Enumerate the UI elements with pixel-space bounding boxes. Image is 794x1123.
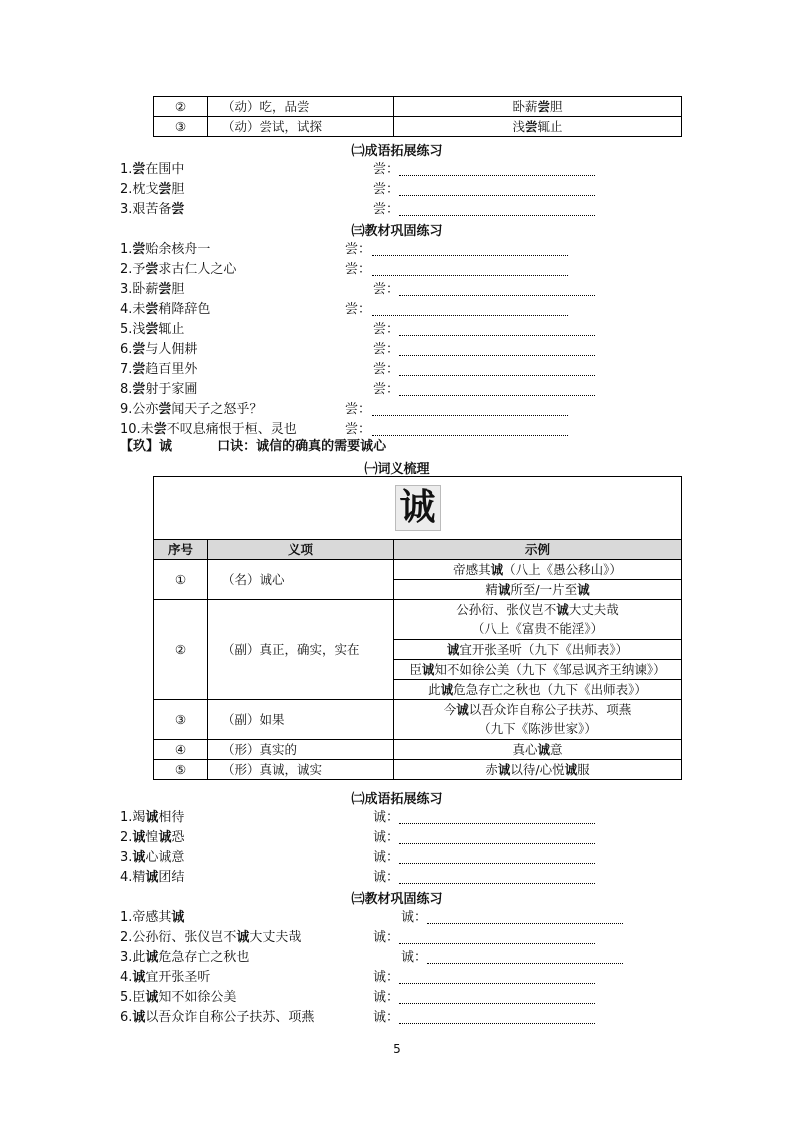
answer-label: 尝： <box>373 382 400 397</box>
header-row <box>154 540 682 560</box>
exercise-item: 1.尝在围中 <box>120 162 185 177</box>
answer-blank[interactable] <box>399 1023 595 1024</box>
key-character: 诚 <box>556 601 569 617</box>
answer-label: 诚： <box>373 870 400 885</box>
exercise-item: 2.诚惶诚恐 <box>120 830 185 845</box>
section-heading-idiom-1: ㈡成语拓展练习 <box>351 144 443 159</box>
answer-blank[interactable] <box>399 175 595 176</box>
answer-blank[interactable] <box>399 983 595 984</box>
exercise-item: 10.未尝不叹息痛恨于桓、灵也 <box>120 422 297 437</box>
answer-blank[interactable] <box>399 943 595 944</box>
sense-example: 赤诚以待/心悦诚服 <box>394 760 682 780</box>
exercise-item: 6.尝与人佣耕 <box>120 342 198 357</box>
sense-number: ③ <box>154 117 208 137</box>
answer-label: 诚： <box>401 950 428 965</box>
key-character: 诚 <box>132 1010 146 1025</box>
key-character: 尝 <box>158 402 172 417</box>
sense-number: ③ <box>154 700 208 740</box>
table-row <box>154 97 682 117</box>
key-character: 诚 <box>145 870 159 885</box>
answer-blank[interactable] <box>399 1003 595 1004</box>
exercise-item: 2.予尝求古仁人之心 <box>120 262 237 277</box>
table-row <box>154 117 682 137</box>
sense-meaning: （副）真正，确实，实在 <box>208 600 394 700</box>
table-row <box>154 700 682 720</box>
exercise-item: 4.未尝稍降辞色 <box>120 302 211 317</box>
key-character: 诚 <box>564 761 578 777</box>
sense-example: 臣诚知不如徐公美（九下《邹忌讽齐王纳谏》） <box>394 660 682 680</box>
answer-blank[interactable] <box>372 315 568 316</box>
answer-label: 尝： <box>373 202 400 217</box>
sense-example: （八上《富贵不能淫》） <box>394 620 682 640</box>
answer-label: 尝： <box>373 362 400 377</box>
answer-label: 尝： <box>345 302 372 317</box>
table-row <box>154 560 682 580</box>
exercise-item: 6.诚以吾众诈自称公子扶苏、项燕 <box>120 1010 315 1025</box>
answer-blank[interactable] <box>399 823 595 824</box>
sense-number: ④ <box>154 740 208 760</box>
header-number: 序号 <box>154 540 208 560</box>
sense-example: 精诚所至/一片至诚 <box>394 580 682 600</box>
character-display: 诚 <box>395 485 441 531</box>
key-character: 诚 <box>145 950 159 965</box>
answer-blank[interactable] <box>399 863 595 864</box>
sense-meaning: （形）真实的 <box>208 740 394 760</box>
key-character: 诚 <box>446 641 460 657</box>
answer-blank[interactable] <box>372 415 568 416</box>
key-character: 诚 <box>132 850 146 865</box>
sense-example: 今诚以吾众诈自称公子扶苏、项燕 <box>394 700 682 720</box>
section-heading-text-1: ㈢教材巩固练习 <box>351 224 443 239</box>
answer-label: 尝： <box>345 402 372 417</box>
key-character: 尝 <box>145 302 159 317</box>
exercise-item: 7.尝趋百里外 <box>120 362 198 377</box>
answer-blank[interactable] <box>427 923 623 924</box>
top-meaning-table <box>153 96 682 137</box>
sense-example: 浅尝辄止 <box>394 117 682 137</box>
answer-label: 诚： <box>373 970 400 985</box>
section-heading-text-2: ㈢教材巩固练习 <box>351 892 443 907</box>
key-character: 诚 <box>236 930 250 945</box>
key-character: 尝 <box>132 382 146 397</box>
key-character: 尝 <box>132 162 146 177</box>
sense-meaning: （名）诚心 <box>208 560 394 600</box>
key-character: 诚 <box>132 970 146 985</box>
mnemonic: 口诀：诚信的确真的需要诚心 <box>217 439 387 454</box>
key-character: 尝 <box>145 262 159 277</box>
answer-label: 尝： <box>373 182 400 197</box>
table-row <box>154 760 682 780</box>
answer-label: 诚： <box>373 830 400 845</box>
exercise-item: 1.尝贻余核舟一 <box>120 242 211 257</box>
answer-blank[interactable] <box>427 963 623 964</box>
key-character: 诚 <box>577 581 590 597</box>
page-number: 5 <box>393 1042 401 1056</box>
exercise-item: 3.此诚危急存亡之秋也 <box>120 950 250 965</box>
exercise-item: 3.艰苦备尝 <box>120 202 185 217</box>
answer-label: 诚： <box>373 850 400 865</box>
sense-number: ⑤ <box>154 760 208 780</box>
sense-meaning: （形）真诚，诚实 <box>208 760 394 780</box>
answer-label: 尝： <box>373 342 400 357</box>
key-character: 尝 <box>153 422 167 437</box>
key-character: 诚 <box>145 990 159 1005</box>
sense-meaning: （动）吃，品尝 <box>208 97 394 117</box>
answer-label: 诚： <box>373 1010 400 1025</box>
section-heading-meanings: ㈠词义梳理 <box>364 462 430 477</box>
sense-meaning: （副）如果 <box>208 700 394 740</box>
cheng-meaning-table <box>153 476 682 780</box>
char-header-row <box>154 477 682 540</box>
key-character: 诚 <box>490 561 504 577</box>
key-character: 诚 <box>537 741 551 757</box>
answer-blank[interactable] <box>372 255 568 256</box>
lesson-heading <box>120 438 386 456</box>
section-heading-idiom-2: ㈡成语拓展练习 <box>351 792 443 807</box>
table-row <box>154 600 682 620</box>
exercise-item: 4.精诚团结 <box>120 870 185 885</box>
exercise-item: 2.公孙衍、张仪岂不诚大丈夫哉 <box>120 930 302 945</box>
answer-label: 尝： <box>373 282 400 297</box>
key-character: 尝 <box>132 362 146 377</box>
answer-label: 尝： <box>373 322 400 337</box>
sense-example: （九下《陈涉世家》） <box>394 720 682 740</box>
sense-example: 卧薪尝胆 <box>394 97 682 117</box>
key-character: 诚 <box>497 581 511 597</box>
sense-example: 真心诚意 <box>394 740 682 760</box>
exercise-item: 3.卧薪尝胆 <box>120 282 185 297</box>
sense-number: ② <box>154 600 208 700</box>
answer-label: 诚： <box>373 930 400 945</box>
sense-example: 此诚危急存亡之秋也（九下《出师表》） <box>394 680 682 700</box>
answer-blank[interactable] <box>399 195 595 196</box>
key-character: 尝 <box>171 202 185 217</box>
answer-label: 尝： <box>345 422 372 437</box>
answer-blank[interactable] <box>372 275 568 276</box>
key-character: 尝 <box>145 322 159 337</box>
key-character: 诚 <box>456 701 469 717</box>
sense-number: ② <box>154 97 208 117</box>
key-character: 诚 <box>171 910 185 925</box>
answer-label: 尝： <box>345 262 372 277</box>
exercise-item: 1.竭诚相待 <box>120 810 185 825</box>
answer-blank[interactable] <box>399 395 595 396</box>
key-character: 尝 <box>132 242 146 257</box>
exercise-item: 8.尝射于家圃 <box>120 382 198 397</box>
answer-blank[interactable] <box>399 843 595 844</box>
exercise-item: 5.臣诚知不如徐公美 <box>120 990 237 1005</box>
header-meaning: 义项 <box>208 540 394 560</box>
sense-example: 帝感其诚（八上《愚公移山》） <box>394 560 682 580</box>
answer-label: 诚： <box>401 910 428 925</box>
answer-blank[interactable] <box>399 215 595 216</box>
answer-label: 诚： <box>373 810 400 825</box>
key-character: 尝 <box>158 182 172 197</box>
exercise-item: 9.公亦尝闻天子之怒乎？ <box>120 402 263 417</box>
answer-label: 尝： <box>373 162 400 177</box>
header-example: 示例 <box>394 540 682 560</box>
key-character: 诚 <box>145 810 159 825</box>
sense-meaning: （动）尝试，试探 <box>208 117 394 137</box>
key-character: 诚 <box>497 761 511 777</box>
exercise-item: 2.枕戈尝胆 <box>120 182 185 197</box>
answer-label: 尝： <box>345 242 372 257</box>
table-row <box>154 740 682 760</box>
sense-example: 公孙衍、张仪岂不诚大丈夫哉 <box>394 600 682 620</box>
answer-blank[interactable] <box>399 295 595 296</box>
answer-blank[interactable] <box>372 435 568 436</box>
answer-blank[interactable] <box>399 355 595 356</box>
exercise-item: 1.帝感其诚 <box>120 910 185 925</box>
key-character: 诚 <box>132 830 146 845</box>
answer-label: 诚： <box>373 990 400 1005</box>
sense-number: ① <box>154 560 208 600</box>
key-character: 尝 <box>158 282 172 297</box>
lesson-tag: 【玖】诚 <box>120 439 173 454</box>
key-character: 尝 <box>132 342 146 357</box>
key-character: 诚 <box>158 830 172 845</box>
answer-blank[interactable] <box>399 883 595 884</box>
key-character: 诚 <box>440 681 454 697</box>
sense-example: 诚宜开张圣听（九下《出师表》） <box>394 640 682 660</box>
key-character: 诚 <box>421 661 435 677</box>
exercise-item: 5.浅尝辄止 <box>120 322 185 337</box>
exercise-item: 4.诚宜开张圣听 <box>120 970 211 985</box>
exercise-item: 3.诚心诚意 <box>120 850 185 865</box>
answer-blank[interactable] <box>399 375 595 376</box>
answer-blank[interactable] <box>399 335 595 336</box>
